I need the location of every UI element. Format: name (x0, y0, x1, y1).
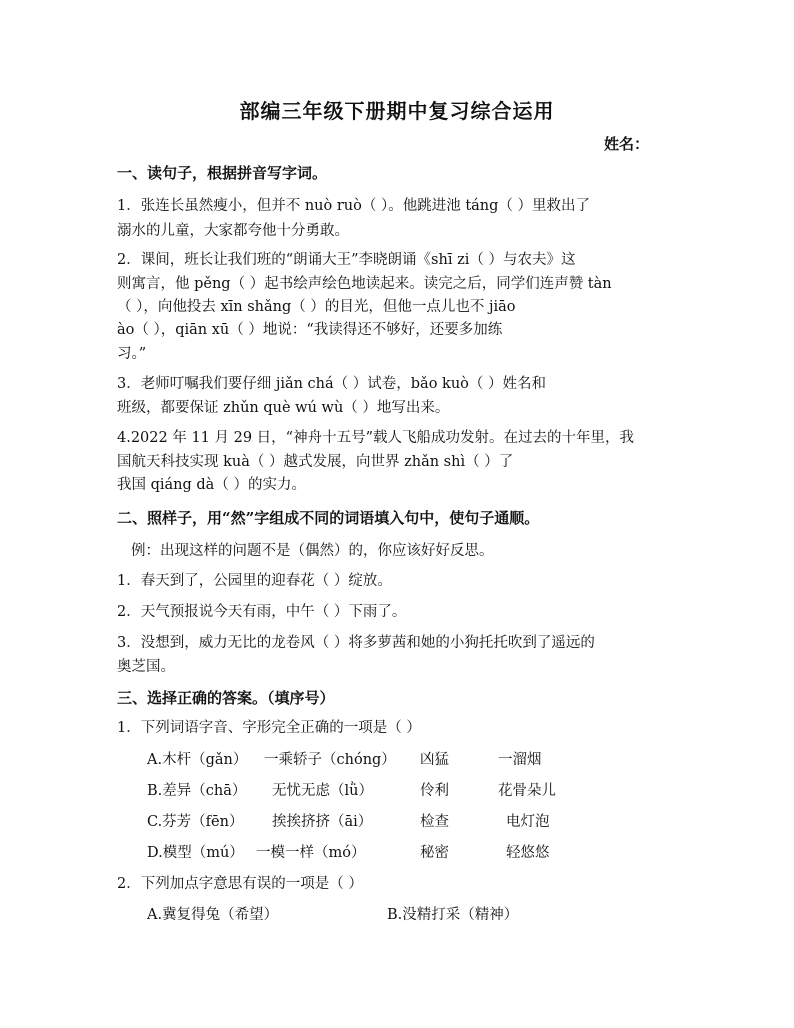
s1-line: 溺水的儿童，大家都夸他十分勇敢。 (117, 223, 349, 239)
s2-line: 2．天气预报说今天有雨，中午（ ）下雨了。 (117, 604, 407, 620)
s2-example: 例：出现这样的问题不是（偶然）的，你应该好好反思。 (131, 543, 494, 559)
s1-line: 则寓言，他 pěng（ ）起书绘声绘色地读起来。读完之后，同学们连声赞 tàn (117, 276, 612, 292)
s1-line: 4.2022 年 11 月 29 日，“神舟十五号”载人飞船成功发射。在过去的十年里，我 (117, 430, 635, 446)
q1-option-d-3: 秘密 (420, 845, 449, 861)
s1-line: （ ），向他投去 xīn shǎng（ ）的目光，但他一点儿也不 jiāo (117, 299, 516, 315)
page-title: 部编三年级下册期中复习综合运用 (239, 99, 555, 123)
s1-line: 3．老师叮嘱我们要仔细 jiǎn chá（ ）试卷，bǎo kuò（ ）姓名和 (117, 376, 547, 392)
s1-line: 习。” (117, 346, 147, 362)
section3-heading: 三、选择正确的答案。（填序号） (117, 689, 335, 707)
q1-option-c-4: 电灯泡 (506, 814, 550, 830)
s3-question-2: 2．下列加点字意思有误的一项是（ ） (117, 876, 363, 892)
s3-question-1: 1．下列词语字音、字形完全正确的一项是（ ） (117, 720, 421, 736)
s2-line: 3．没想到，威力无比的龙卷风（ ）将多萝茜和她的小狗托托吹到了遥远的 (117, 635, 595, 651)
s1-line: 2．课间，班长让我们班的“朗诵大王”李晓朗诵《shī zi（ ）与农夫》这 (117, 252, 576, 268)
q1-option-a-2: 一乘轿子（chóng） (264, 752, 396, 768)
q1-option-d-1: D.模型（mú） (147, 845, 244, 861)
s2-line: 奥芝国。 (117, 659, 175, 675)
s1-line: 1．张连长虽然瘦小，但并不 nuò ruò（ ）。他跳进池 táng（ ）里救出了 (117, 198, 591, 214)
q1-option-b-3: 伶利 (420, 783, 449, 799)
s1-line: 班级，都要保证 zhǔn què wú wù（ ）地写出来。 (117, 400, 450, 416)
s1-line: 我国 qiáng dà（ ）的实力。 (117, 477, 306, 493)
q1-option-b-2: 无忧无虑（lǜ） (272, 783, 373, 799)
name-label: 姓名： (604, 135, 650, 153)
section2-heading: 二、照样子，用“然”字组成不同的词语填入句中，使句子通顺。 (117, 509, 540, 527)
q1-option-a-4: 一溜烟 (498, 752, 542, 768)
s2-line: 1．春天到了，公园里的迎春花（ ）绽放。 (117, 573, 392, 589)
q1-option-a-3: 凶猛 (420, 752, 449, 768)
s1-line: 国航天科技实现 kuà（ ）越式发展，向世界 zhǎn shì（ ）了 (117, 454, 514, 470)
q1-option-c-2: 挨挨挤挤（āi） (272, 814, 373, 830)
s1-line: ào（ ），qiān xū（ ）地说：“我读得还不够好，还要多加练 (117, 322, 503, 338)
q1-option-c-3: 检查 (420, 814, 449, 830)
section1-heading: 一、读句子，根据拼音写字词。 (117, 164, 328, 182)
q1-option-c-1: C.芬芳（fēn） (147, 814, 244, 830)
q1-option-a-1: A.木杆（gǎn） (147, 752, 248, 768)
q1-option-d-4: 轻悠悠 (506, 845, 550, 861)
q2-option-b: B.没精打采（精神） (387, 907, 519, 923)
q1-option-b-1: B.差异（chā） (147, 783, 247, 799)
q2-option-a: A.冀复得兔（希望） (147, 907, 279, 923)
q1-option-d-2: 一模一样（mó） (256, 845, 366, 861)
q1-option-b-4: 花骨朵儿 (498, 783, 556, 799)
